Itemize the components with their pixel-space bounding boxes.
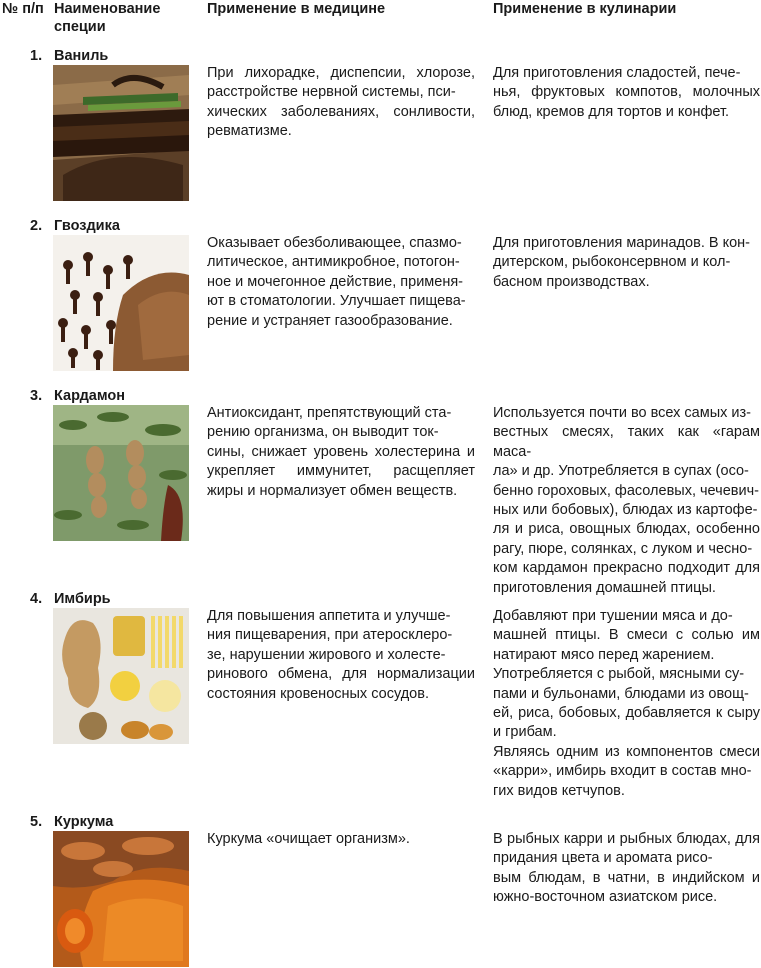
vanilla-pods-photo (53, 65, 189, 201)
row-number: 1. (30, 48, 43, 64)
row-number: 2. (30, 218, 43, 234)
header-medicine: Применение в медицине (207, 1, 386, 17)
culinary-text: В рыбных карри и рыбных блюдах, для придания цвета и аромата рисо- вым блюдам, в чатни, в индийском и южно-восточном азиатском рисе. (493, 831, 760, 906)
spice-name: Куркума (54, 814, 114, 830)
row-number: 3. (30, 388, 43, 404)
culinary-text: Используется почти во всех самых из- вестных смесях, таких как «гарам маса- ла» и др. Употребляется в супах (осо- бенно гороховых, фасолевых, чечевич- ных или бобовых), блюдах из картофе- ля и риса, овощных блюдах, особенно рагу, пюре, солянках, с луком и чесно- ком кардамон прекрасно подходит для приготовления домашней птицы. (493, 405, 760, 596)
header-culinary: Применение в кулинарии (493, 1, 677, 17)
medicine-text: Куркума «очищает организм». (207, 831, 410, 847)
header-number: № п/п (2, 1, 44, 17)
spice-name: Гвоздика (54, 218, 120, 234)
medicine-text: Оказывает обезболивающее, спазмо- литическое, антимикробное, потогон- ное и мочегонное действие, применя- ют в стоматологии. Улучшает пищева- рение и устраняет газообразование. (207, 235, 466, 329)
cardamom-pods-photo (53, 405, 189, 541)
culinary-text: Для приготовления сладостей, пече- нья, фруктовых компотов, молочных блюд, кремов для тортов и конфет. (493, 65, 760, 120)
ginger-root-photo (53, 608, 189, 744)
turmeric-photo (53, 831, 189, 967)
spice-name: Имбирь (54, 591, 111, 607)
culinary-text: Добавляют при тушении мяса и до- машней птицы. В смеси с солью им натирают мясо перед жарением. Употребляется с рыбой, мясными су- пами и бульонами, блюдами из овощ- ей, риса, бобовых, добавляется к сыру и грибам. Являясь одним из компонентов смеси «карри», имбирь входит в состав мно- гих видов кетчупов. (493, 608, 760, 799)
row-number: 5. (30, 814, 43, 830)
cloves-photo (53, 235, 189, 371)
medicine-text: При лихорадке, диспепсии, хлорозе, расстройстве нервной системы, пси- хических заболеваниях, сонливости, ревматизме. (207, 65, 475, 140)
medicine-text: Антиоксидант, препятствующий ста- рению организма, он выводит ток- сины, снижает уровень холестерина и укрепляет иммунитет, расщепляет жиры и нормализует обмен веществ. (207, 405, 475, 499)
spice-name: Ваниль (54, 48, 109, 64)
spice-name: Кардамон (54, 388, 126, 404)
row-number: 4. (30, 591, 43, 607)
medicine-text: Для повышения аппетита и улучше- ния пищеварения, при атеросклеро- зе, нарушении жирового и холесте- ринового обмена, для нормализации состояния кровеносных сосудов. (207, 608, 475, 702)
header-spice-name: Наименование специи (54, 1, 161, 35)
culinary-text: Для приготовления маринадов. В кон- дитерском, рыбоконсервном и кол- басном производствах. (493, 235, 750, 290)
